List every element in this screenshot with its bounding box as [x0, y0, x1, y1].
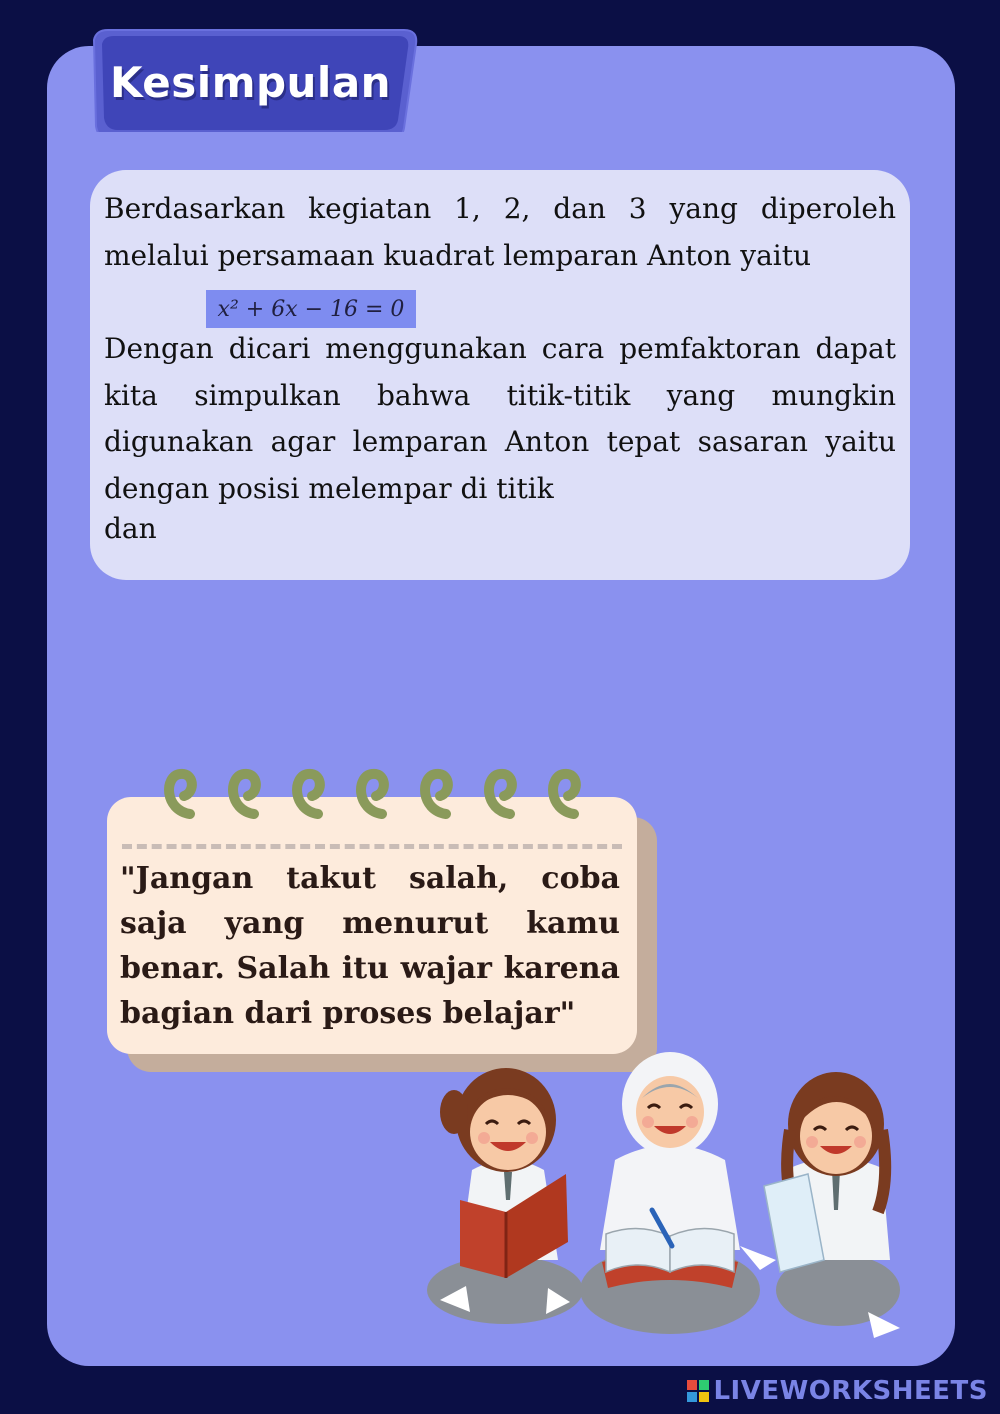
conclusion-paragraph-2: Dengan dicari menggunakan cara pemfaktoran dapat kita simpulkan bahwa titik-titik yang mungkin digunakan agar lemparan Anton tepat sasaran yaitu dengan posisi melempar di titik	[104, 332, 896, 505]
note-perforation	[122, 844, 622, 849]
conclusion-paragraph-1: Berdasarkan kegiatan 1, 2, dan 3 yang diperoleh melalui persamaan kuadrat lemparan Anton yaitu	[104, 192, 896, 272]
motivational-quote: "Jangan takut salah, coba saja yang menurut kamu benar. Salah itu wajar karena bagian dari proses belajar"	[120, 861, 620, 1031]
notebook-rings	[150, 766, 610, 836]
watermark-text: LIVEWORKSHEETS	[713, 1376, 988, 1406]
three-students-reading-illustration	[420, 1050, 920, 1350]
liveworksheets-logo-icon	[687, 1380, 709, 1402]
page-title: Kesimpulan	[110, 58, 392, 107]
student-middle	[580, 1052, 776, 1334]
quadratic-equation: x² + 6x − 16 = 0	[206, 290, 416, 328]
answer-connector: dan	[104, 512, 157, 545]
liveworksheets-watermark	[687, 1376, 988, 1406]
title-tab	[82, 28, 420, 132]
